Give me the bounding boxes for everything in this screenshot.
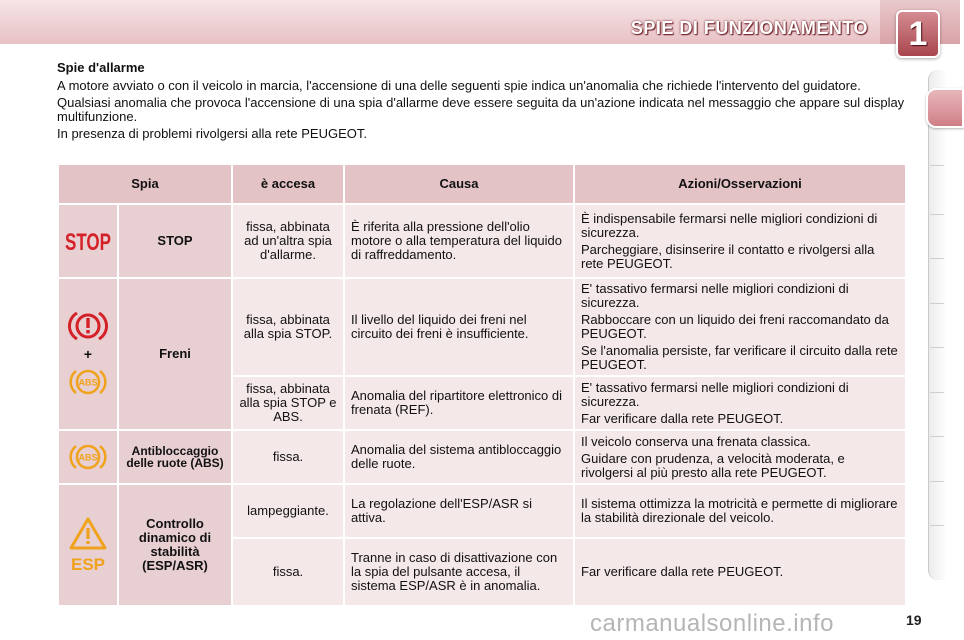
abs-warning-icon bbox=[68, 365, 108, 399]
thumb-tab-divider bbox=[930, 347, 944, 348]
section-heading: Spie d'allarme bbox=[57, 60, 145, 75]
light-actions bbox=[575, 205, 905, 277]
intro-paragraph: Qualsiasi anomalia che provoca l'accensione di una spia d'allarme deve essere seguita da un'azione indicata nel messaggio che appare sul display multifunzione. bbox=[57, 95, 905, 124]
thumb-tab-active bbox=[926, 88, 964, 128]
thumb-tab-divider bbox=[930, 436, 944, 437]
light-cause: Il livello del liquido dei freni nel circuito dei freni è insufficiente. bbox=[345, 279, 573, 375]
intro-paragraph: In presenza di problemi rivolgersi alla rete PEUGEOT. bbox=[57, 126, 367, 141]
action-text: È indispensabile fermarsi nelle migliori condizioni di sicurezza. bbox=[581, 210, 878, 240]
action-text: Far verificare dalla rete PEUGEOT. bbox=[581, 564, 784, 579]
thumb-tab-divider bbox=[930, 165, 944, 166]
plus-sign: + bbox=[83, 346, 93, 362]
thumb-tab-divider bbox=[930, 392, 944, 393]
column-header-azioni: Azioni/Osservazioni bbox=[575, 165, 905, 203]
table-header-row bbox=[59, 165, 905, 203]
action-text: Guidare con prudenza, a velocità moderata, e rivolgersi al più presto alla rete PEUGEOT. bbox=[581, 450, 845, 480]
esp-warning-icon bbox=[68, 516, 108, 574]
thumb-tab-divider bbox=[930, 258, 944, 259]
light-state: fissa, abbinata alla spia STOP e ABS. bbox=[233, 377, 343, 429]
watermark: carmanualsonline.info bbox=[590, 610, 834, 637]
brake-light-icon-cell bbox=[59, 279, 117, 429]
page-number: 19 bbox=[906, 612, 922, 628]
light-state: fissa. bbox=[233, 431, 343, 483]
action-text: E' tassativo fermarsi nelle migliori condizioni di sicurezza. bbox=[581, 281, 849, 310]
action-text: Far verificare dalla rete PEUGEOT. bbox=[581, 410, 784, 426]
thumb-tab-divider bbox=[930, 525, 944, 526]
warning-lights-table bbox=[57, 163, 907, 607]
thumb-tab-divider bbox=[930, 214, 944, 215]
light-state: fissa, abbinata alla spia STOP. bbox=[233, 279, 343, 375]
chapter-number: 1 bbox=[896, 10, 940, 58]
light-name: Controllo dinamico di stabilità (ESP/ASR) bbox=[119, 485, 231, 605]
stop-icon-text: STOP bbox=[65, 229, 111, 256]
light-actions bbox=[575, 279, 905, 375]
action-text: Il veicolo conserva una frenata classica. bbox=[581, 433, 811, 449]
column-header-causa: Causa bbox=[345, 165, 573, 203]
light-actions bbox=[575, 377, 905, 429]
action-text: Rabboccare con un liquido dei freni raccomandato da PEUGEOT. bbox=[581, 312, 889, 341]
action-text: Parcheggiare, disinserire il contatto e rivolgersi alla rete PEUGEOT. bbox=[581, 241, 875, 271]
esp-icon-text: ESP bbox=[70, 555, 106, 574]
light-name: Antibloccaggio delle ruote (ABS) bbox=[119, 431, 231, 483]
abs-icon-text: ABS bbox=[78, 452, 98, 463]
abs-light-icon-cell bbox=[59, 431, 117, 483]
light-cause: Tranne in caso di disattivazione con la spia del pulsante accesa, il sistema ESP/ASR è in anomalia. bbox=[345, 539, 573, 605]
esp-light-icon-cell bbox=[59, 485, 117, 605]
action-text: Il sistema ottimizza la motricità e permette di migliorare la stabilità direzionale del veicolo. bbox=[581, 496, 898, 525]
chapter-thumb-tabs bbox=[928, 70, 947, 580]
brake-warning-icon bbox=[68, 309, 108, 343]
intro-section bbox=[57, 61, 909, 144]
action-text: Se l'anomalia persiste, far verificare il circuito dalla rete PEUGEOT. bbox=[581, 343, 898, 372]
thumb-tab-divider bbox=[930, 303, 944, 304]
light-state: lampeggiante. bbox=[233, 485, 343, 537]
table-row bbox=[59, 279, 905, 375]
action-text: E' tassativo fermarsi nelle migliori condizioni di sicurezza. bbox=[581, 379, 849, 409]
light-cause: È riferita alla pressione dell'olio motore o alla temperatura del liquido di raffreddamento. bbox=[345, 205, 573, 277]
abs-icon-text: ABS bbox=[78, 377, 98, 388]
light-state: fissa, abbinata ad un'altra spia d'allarme. bbox=[233, 205, 343, 277]
light-cause: Anomalia del sistema antibloccaggio delle ruote. bbox=[345, 431, 573, 483]
table-row bbox=[59, 431, 905, 483]
light-cause: Anomalia del ripartitore elettronico di frenata (REF). bbox=[345, 377, 573, 429]
stop-light-icon-cell bbox=[59, 205, 117, 277]
column-header-spia: Spia bbox=[59, 165, 231, 203]
light-state: fissa. bbox=[233, 539, 343, 605]
light-name: STOP bbox=[119, 205, 231, 277]
light-actions bbox=[575, 539, 905, 605]
abs-warning-icon bbox=[68, 440, 108, 474]
light-actions bbox=[575, 485, 905, 537]
light-cause: La regolazione dell'ESP/ASR si attiva. bbox=[345, 485, 573, 537]
thumb-tab-divider bbox=[930, 481, 944, 482]
table-row bbox=[59, 485, 905, 537]
column-header-accesa: è accesa bbox=[233, 165, 343, 203]
light-actions bbox=[575, 431, 905, 483]
page-title: SPIE DI FUNZIONAMENTO bbox=[630, 18, 868, 38]
table-row bbox=[59, 205, 905, 277]
light-name: Freni bbox=[119, 279, 231, 429]
stop-warning-icon bbox=[63, 228, 113, 254]
intro-paragraph: A motore avviato o con il veicolo in marcia, l'accensione di una delle seguenti spie indica un'anomalia che richiede l'intervento del guidatore. bbox=[57, 78, 861, 93]
